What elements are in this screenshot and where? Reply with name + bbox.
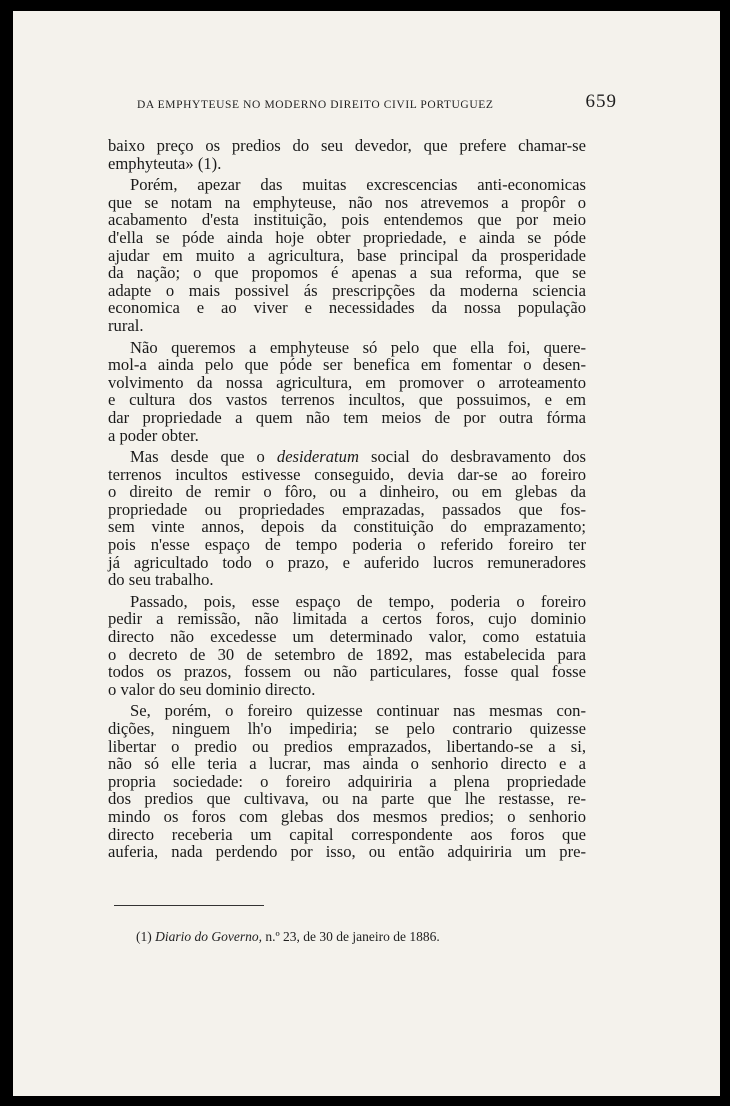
latin-term: desideratum xyxy=(276,447,359,467)
text-line: o valor do seu dominio directo. xyxy=(108,679,316,699)
text-line: da nação; o que propomos é apenas a sua reforma, que se xyxy=(108,263,586,283)
text-line xyxy=(108,448,586,466)
text-line: Não queremos a emphyteuse só pelo que ella foi, quere- xyxy=(130,337,586,357)
running-head: DA EMPHYTEUSE NO MODERNO DIREITO CIVIL PORTUGUEZ xyxy=(137,99,494,111)
text-line: mindo os foros com glebas dos mesmos predios; o senhorio xyxy=(108,806,586,826)
text-line: não só elle teria a lucrar, mas ainda o senhorio directo e a xyxy=(108,754,586,774)
paragraph-6 xyxy=(108,702,586,860)
text-line: sem vinte annos, depois da constituição do emprazamento; xyxy=(108,517,586,537)
paragraph-4 xyxy=(108,448,586,589)
text-line: mol-a ainda pelo que póde ser benefica em fomentar o desen- xyxy=(108,355,586,375)
text-line: auferia, nada perdendo por isso, ou então adquiriria um pre- xyxy=(108,842,586,862)
text-line: baixo preço os predios do seu devedor, que prefere chamar-se xyxy=(108,136,586,155)
text-line: libertar o predio ou predios emprazados, libertando-se a si, xyxy=(108,736,586,756)
text-line: ajudar em muito a agricultura, base principal da prosperidade xyxy=(108,245,586,265)
text-line: dições, ninguem lh'o impediria; se pelo contrario quizesse xyxy=(108,719,586,738)
page-number: 659 xyxy=(585,91,617,112)
text-line: propria sociedade: o foreiro adquiriria a plena propriedade xyxy=(108,771,586,791)
footnote-marker: (1) xyxy=(136,929,152,944)
footnote xyxy=(136,929,596,945)
text-line: pedir a remissão, não limitada a certos foros, cujo dominio xyxy=(108,609,586,629)
text-line: pois n'esse espaço de tempo poderia o referido foreiro ter xyxy=(108,535,586,555)
text-line: Porém, apezar das muitas excrescencias anti-economicas xyxy=(130,175,586,195)
text-line: todos os prazos, fossem ou não particulares, fosse qual fosse xyxy=(108,662,586,682)
text-line: directo receberia um capital correspondente aos foros que xyxy=(108,824,586,844)
footnote-rule xyxy=(114,905,264,906)
text-line: a poder obter. xyxy=(108,425,199,445)
paragraph-2 xyxy=(108,176,586,334)
text-line: o decreto de 30 de setembro de 1892, mas estabelecida para xyxy=(108,644,586,664)
text-line: dar propriedade a quem não tem meios de por outra fórma xyxy=(108,407,586,427)
text-line: e cultura dos vastos terrenos incultos, que possuimos, e em xyxy=(108,390,586,410)
text-fragment: social do desbravamento dos xyxy=(358,447,586,467)
text-line: rural. xyxy=(108,315,144,335)
text-line: do seu trabalho. xyxy=(108,570,214,590)
text-line: acabamento d'esta instituição, pois entendemos que por meio xyxy=(108,210,586,230)
text-line: dos predios que cultivava, ou na parte que lhe restasse, re- xyxy=(108,789,586,809)
text-line: economica e ao viver e necessidades da nossa população xyxy=(108,298,586,318)
book-page xyxy=(13,11,720,1096)
footnote-text: n.º 23, de 30 de janeiro de 1886. xyxy=(265,929,440,944)
text-line: d'ella se póde ainda hoje obter propriedade, e ainda se póde xyxy=(108,227,586,247)
text-line: adapte o mais possivel ás prescripções da moderna sciencia xyxy=(108,280,586,300)
text-fragment: Mas desde que o xyxy=(130,447,277,467)
footnote-source: Diario do Governo, xyxy=(155,929,262,944)
text-line: terrenos incultos estivesse conseguido, devia dar-se ao foreiro xyxy=(108,464,586,484)
text-line: emphyteuta» (1). xyxy=(108,153,222,173)
text-line: Passado, pois, esse espaço de tempo, poderia o foreiro xyxy=(130,591,586,611)
body-text xyxy=(108,137,586,865)
text-line: que se notam na emphyteuse, não nos atrevemos a propôr o xyxy=(108,192,586,212)
text-line: directo não excedesse um determinado valor, como estatuia xyxy=(108,627,586,647)
text-line: já agricultado todo o prazo, e auferido lucros remuneradores xyxy=(108,552,586,572)
paragraph-1 xyxy=(108,137,586,172)
text-line: o direito de remir o fôro, ou a dinheiro, ou em glebas da xyxy=(108,482,586,502)
text-line: propriedade ou propriedades emprazadas, passados que fos- xyxy=(108,499,586,519)
text-line: volvimento da nossa agricultura, em promover o arroteamento xyxy=(108,372,586,392)
paragraph-5 xyxy=(108,593,586,699)
text-line: Se, porém, o foreiro quizesse continuar nas mesmas con- xyxy=(130,701,586,721)
paragraph-3 xyxy=(108,339,586,445)
